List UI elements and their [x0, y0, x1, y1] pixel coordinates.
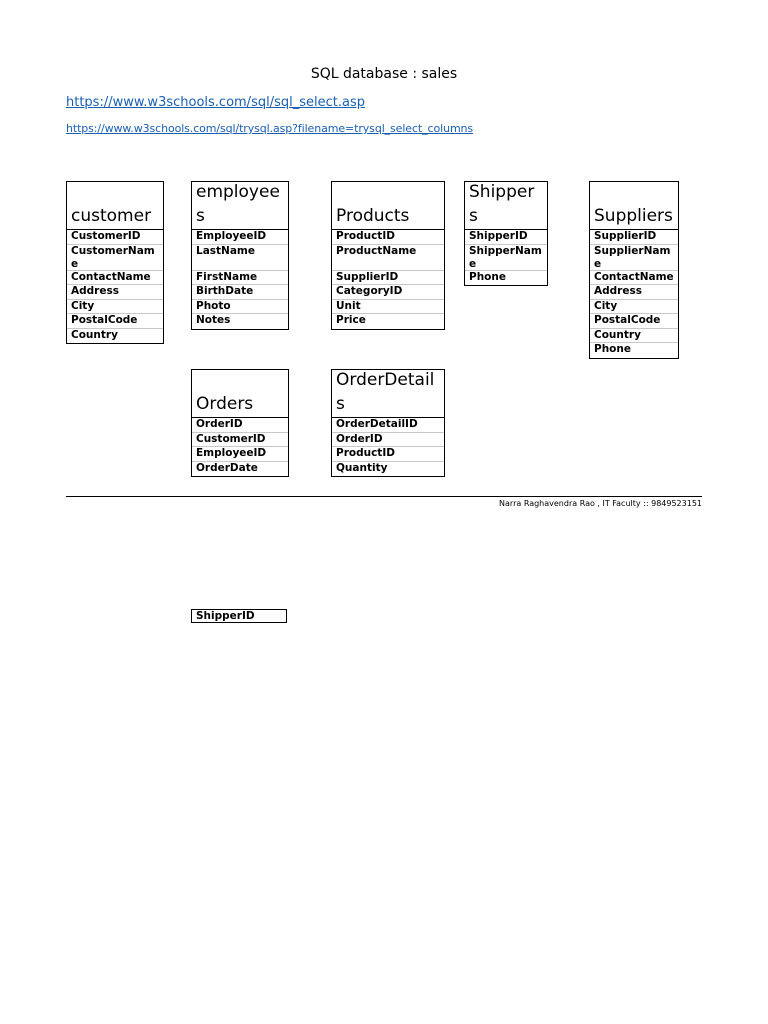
field: SupplierName — [590, 245, 678, 271]
table-title: Orders — [192, 370, 288, 418]
table-customer — [66, 181, 164, 344]
field: Address — [67, 285, 163, 300]
field: ShipperName — [465, 245, 547, 271]
field: CustomerID — [67, 230, 163, 245]
field: BirthDate — [192, 285, 288, 300]
field: PostalCode — [590, 314, 678, 329]
field: CategoryID — [332, 285, 444, 300]
table-title: OrderDetails — [332, 370, 444, 418]
field: LastName — [192, 245, 288, 271]
footer-credit: Narra Raghavendra Rao , IT Faculty :: 9849523151 — [499, 499, 702, 508]
table-orderdetails — [331, 369, 445, 477]
link-trysql-select-columns[interactable]: https://www.w3schools.com/sql/trysql.asp?filename=trysql_select_columns — [66, 122, 474, 135]
table-suppliers — [589, 181, 679, 359]
link-sql-select[interactable]: https://www.w3schools.com/sql/sql_select.asp — [66, 95, 365, 110]
field: ProductName — [332, 245, 444, 271]
table-orders — [191, 369, 289, 477]
field: ProductID — [332, 447, 444, 462]
field: Price — [336, 314, 366, 326]
field: ShipperID — [465, 230, 547, 245]
field: ContactName — [67, 271, 163, 286]
page-title: SQL database : sales — [310, 66, 458, 82]
field: Address — [590, 285, 678, 300]
field: EmployeeID — [192, 447, 288, 462]
table-shippers — [464, 181, 548, 286]
table-title: Products — [332, 182, 444, 230]
table-products — [331, 181, 445, 330]
field: Phone — [469, 270, 506, 283]
table-employees — [191, 181, 289, 330]
field: OrderID — [332, 433, 444, 448]
field: SupplierID — [590, 230, 678, 245]
field: SupplierID — [332, 271, 444, 286]
field: OrderDate — [196, 461, 258, 474]
footer-divider — [66, 496, 702, 497]
field: PostalCode — [67, 314, 163, 329]
field: Photo — [192, 300, 288, 315]
field: EmployeeID — [192, 230, 288, 245]
field: CustomerName — [67, 245, 163, 271]
lone-field-cell: ShipperID — [191, 609, 287, 623]
table-title: employees — [192, 182, 288, 230]
field: Country — [590, 329, 678, 344]
table-title: Suppliers — [590, 182, 678, 230]
field: Unit — [332, 300, 444, 315]
table-title: Shippers — [465, 182, 547, 230]
field: Quantity — [336, 461, 388, 474]
field: Country — [71, 328, 118, 341]
field: Notes — [196, 314, 231, 326]
field: ProductID — [332, 230, 444, 245]
table-title: customer — [67, 182, 163, 230]
field: CustomerID — [192, 433, 288, 448]
field: FirstName — [192, 271, 288, 286]
field: ContactName — [590, 271, 678, 286]
field: OrderDetailID — [332, 418, 444, 433]
field: City — [590, 300, 678, 315]
field: City — [67, 300, 163, 315]
field: Phone — [594, 343, 631, 355]
field: OrderID — [192, 418, 288, 433]
